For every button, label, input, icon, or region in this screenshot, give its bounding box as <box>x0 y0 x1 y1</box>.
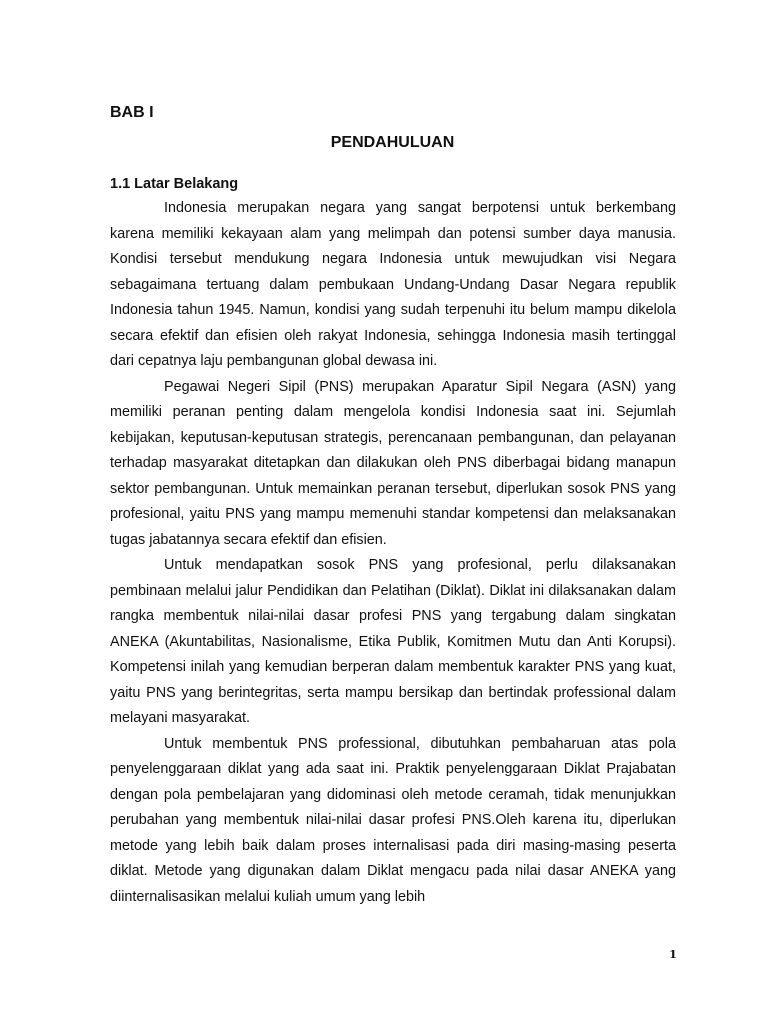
body-text <box>110 196 676 910</box>
paragraph: Untuk membentuk PNS professional, dibutuhkan pembaharuan atas pola penyelenggaraan diklat yang ada saat ini. Praktik penyelenggaraan Diklat Prajabatan dengan pola pembelajaran yang didominasi oleh metode ceramah, tidak menunjukkan perubahan yang membentuk nilai-nilai dasar profesi PNS.Oleh karena itu, diperlukan metode yang lebih baik dalam proses internalisasi pada diri masing-masing peserta diklat. Metode yang digunakan dalam Diklat mengacu pada nilai dasar ANEKA yang diinternalisasikan melalui kuliah umum yang lebih <box>110 735 676 905</box>
chapter-heading: BAB I <box>110 104 154 121</box>
paragraph: Pegawai Negeri Sipil (PNS) merupakan Aparatur Sipil Negara (ASN) yang memiliki peranan penting dalam mengelola kondisi Indonesia saat ini. Sejumlah kebijakan, keputusan-keputusan strategis, perencanaan pembangunan, dan pelayanan terhadap masyarakat ditetapkan dan dilakukan oleh PNS diberbagai bidang manapun sektor pembangunan. Untuk memainkan peranan tersebut, diperlukan sosok PNS yang profesional, yaitu PNS yang mampu memenuhi standar kompetensi dan melaksanakan tugas jabatannya secara efektif dan efisien. <box>110 378 676 548</box>
page-number: 1 <box>669 947 678 961</box>
section-heading: 1.1 Latar Belakang <box>110 176 239 192</box>
chapter-title: PENDAHULUAN <box>330 134 455 151</box>
paragraph: Indonesia merupakan negara yang sangat berpotensi untuk berkembang karena memiliki kekayaan alam yang melimpah dan potensi sumber daya manusia. Kondisi tersebut mendukung negara Indonesia untuk mewujudkan visi Negara sebagaimana tertuang dalam pembukaan Undang-Undang Dasar Negara republik Indonesia tahun 1945. Namun, kondisi yang sudah terpenuhi itu belum mampu dikelola secara efektif dan efisien oleh rakyat Indonesia, sehingga Indonesia masih tertinggal dari cepatnya laju pembangunan global dewasa ini. <box>110 200 676 369</box>
paragraph: Untuk mendapatkan sosok PNS yang profesional, perlu dilaksanakan pembinaan melalui jalur Pendidikan dan Pelatihan (Diklat). Diklat ini dilaksanakan dalam rangka membentuk nilai-nilai dasar profesi PNS yang tergabung dalam singkatan ANEKA (Akuntabilitas, Nasionalisme, Etika Publik, Komitmen Mutu dan Anti Korupsi). Kompetensi inilah yang kemudian berperan dalam membentuk karakter PNS yang kuat, yaitu PNS yang berintegritas, serta mampu bersikap dan bertindak professional dalam melayani masyarakat. <box>110 557 676 726</box>
